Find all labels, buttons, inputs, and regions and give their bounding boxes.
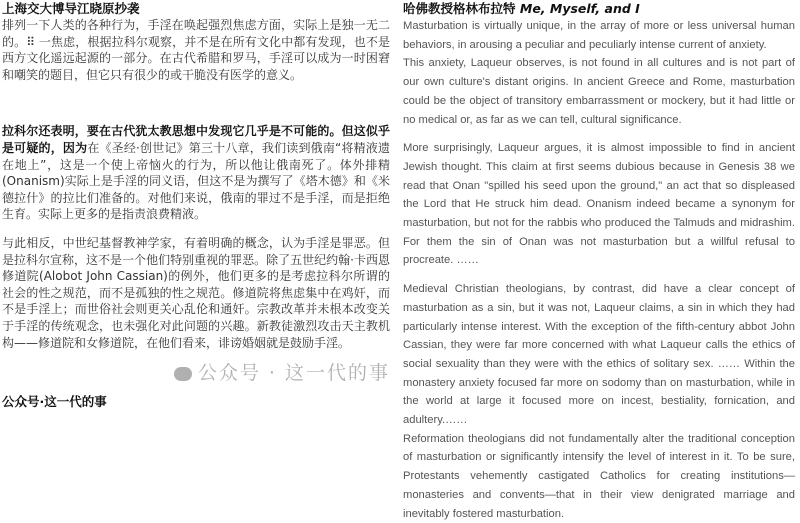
wechat-icon: [174, 367, 192, 381]
watermark-text: 公众号 · 这一代的事: [197, 362, 390, 385]
right-paragraph-3a: Medieval Christian theologians, by contrast, did have a clear concept of masturbation as a sin, but it was not, Laqueur claims, a sin in which they had particularly intense interest. With the exception of the fifth-century abbot John Cassian, they were far more concerned with what Laqueur calls the ethics of social sexuality than they were with the ethics of solitary sex. …… Within the monastery anxiety focused far more on sodomy than on masturbation, while in the world at large it focused more on incest, bestiality, fornication, and adultery.……: [403, 283, 795, 427]
right-column: [403, 0, 795, 523]
right-paragraph-1a: Masturbation is virtually unique, in the array of more or less universal human behaviors, in arousing a peculiar and peculiarly intense current of anxiety.: [403, 20, 795, 51]
right-title-book: Me, Myself, and I: [519, 1, 640, 16]
left-paragraph-2: [2, 123, 390, 223]
right-paragraph-2: More surprisingly, Laqueur argues, it is almost impossible to find in ancient Jewish thought. This claim at first seems dubious because in Genesis 38 we read that Onan "spilled his seed upon the ground," an act that so displeased the Lord that He struck him dead. Onanism indeed became a synonym for masturbation, but not for the rabbis who produced the Talmuds and midrashim. For them the sin of Onan was not masturbation but a willful refusal to procreate. ……: [403, 142, 795, 267]
left-paragraph-2-text: 在《圣经·创世记》第三十八章，我们读到俄南“将精液遗在地上”，这是一个使上帝恼火的行为，所以他让俄南死了。体外排精(Onanism)实际上是手淫的同义语，但这不是为撰写了《塔木德》和《米德拉什》的拉比们准备的。对他们来说，俄南的罪过不是手淫，而是拒绝生育。实际上更多的是指责浪费精液。: [2, 140, 390, 222]
left-paragraph-3: 与此相反，中世纪基督教神学家，有着明确的概念，认为手淫是罪恶。但是拉科尔宣称，这不是一个他们特别重视的罪恶。除了五世纪约翰·卡西恩修道院(Alobot John Cassian)的例外，他们更多的是考虑拉科尔所谓的社会的性之规范，而不是孤独的性之规范。修道院将焦虑集中在鸡奸，而不是手淫上；而世俗社会则更关心乱伦和通奸。宗教改革并未根本改变关于手淫的传统观念，也未强化对此问题的兴趣。新教徒激烈攻击天主教机构——修道院和女修道院，在他们看来，诽谤婚姻就是鼓励手淫。: [2, 235, 390, 350]
left-column: [2, 0, 390, 410]
right-paragraph-1b: This anxiety, Laqueur observes, is not found in all cultures and is not part of our own culture's distant origins. In ancient Greece and Rome, masturbation could be the object of transitory embarrassment or mockery, but it had little or no medical or, as far as we can tell, cultural significance.: [403, 57, 795, 126]
right-title-author: 哈佛教授格林布拉特: [403, 1, 516, 16]
right-paragraph-3: [403, 280, 795, 523]
left-title: 上海交大博导江晓原抄袭: [2, 1, 140, 16]
watermark: [2, 361, 390, 385]
right-title: [403, 0, 795, 17]
left-paragraph-1: 排列一下人类的各种行为，手淫在唤起强烈焦虑方面，实际上是独一无二的。⠿ 一焦虑，根据拉科尔观察，并不是在所有文化中都有发现，也不是西方文化遥远起源的一部分。在古代希腊和罗马，手淫可以成为一时困窘和嘲笑的题目，但它只有很少的或干脆没有医学的意义。: [2, 18, 390, 82]
right-paragraph-3b: Reformation theologians did not fundamentally alter the traditional conception of masturbation or significantly intensify the level of interest in it. To be sure, Protestants vehemently castigated Catholics for creating institutions—monasteries and convents—that in their view denigrated marriage and inevitably fostered masturbation.: [403, 432, 795, 520]
left-footer: 公众号·这一代的事: [2, 394, 107, 410]
right-paragraph-1: [403, 17, 795, 129]
left-paragraph-2-bold: 拉科尔还表明，要在古代犹太教思想中发现它几乎是不可能的。但这似乎是可疑的，因为: [2, 124, 390, 155]
